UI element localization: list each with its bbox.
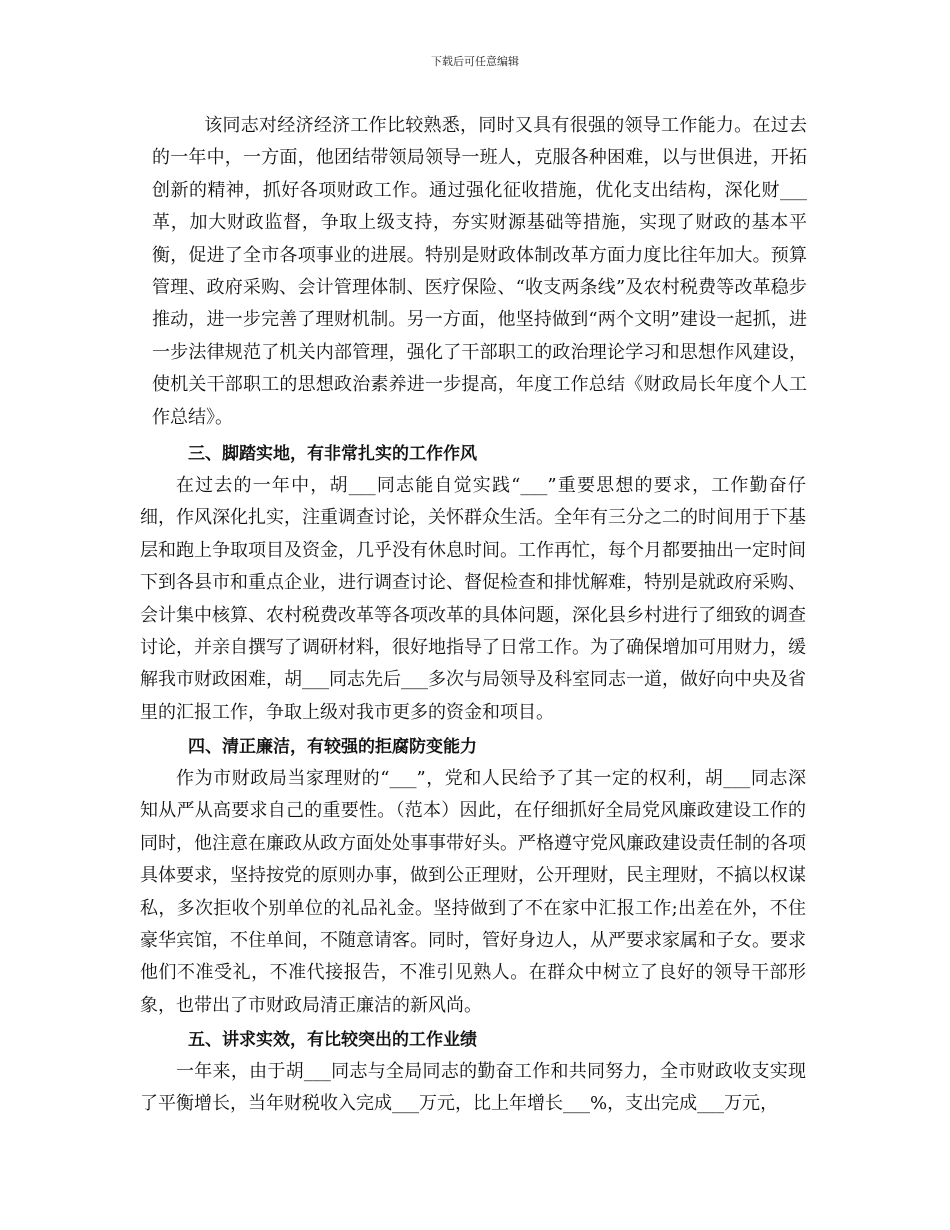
paragraph-achievements: 一年来，由于胡___同志与全局同志的勤奋工作和共同努力，全市财政收支实现了平衡增长，当年财税收入完成___万元，比上年增长___%，支出完成___万元， [140,1061,806,1115]
paragraph-work-style: 在过去的一年中，胡___同志能自觉实践“___”重要思想的要求，工作勤奋仔细，作风深化扎实，注重调查讨论，关怀群众生活。全年有三分之二的时间用于下基层和跑上争取项目及资金，几乎没有休息时间。工作再忙，每个月都要抽出一定时间下到各县市和重点企业，进行调查讨论、督促检查和排忧解难，特别是就政府采购、会计集中核算、农村税费改革等各项改革的具体问题，深化县乡村进行了细致的调查讨论，并亲自撰写了调研材料，很好地指导了日常工作。为了确保增加可用财力，缓解我市财政困难，胡___同志先后___多次与局领导及科室同志一道，做好向中央及省里的汇报工作，争取上级对我市更多的资金和项目。 [140,475,806,723]
section-heading-3: 三、脚踏实地，有非常扎实的工作作风 [188,444,477,464]
section-heading-5: 五、讲求实效，有比较突出的工作业绩 [188,1030,477,1050]
section-heading-4: 四、清正廉洁，有较强的拒腐防变能力 [188,737,477,757]
paragraph-leadership: 该同志对经济经济工作比较熟悉，同时又具有很强的领导工作能力。在过去的一年中，一方面，他团结带领局领导一班人，克服各种困难，以与世俱进，开拓创新的精神，抓好各项财政工作。通过强化征收措施，优化支出结构，深化财___革，加大财政监督，争取上级支持，夯实财源基础等措施，实现了财政的基本平衡，促进了全市各项事业的进展。特别是财政体制改革方面力度比往年加大。预算管理、政府采购、会计管理体制、医疗保险、“收支两条线”及农村税费等改革稳步推动，进一步完善了理财机制。另一方面，他坚持做到“两个文明”建设一起抓，进一步法律规范了机关内部管理，强化了干部职工的政治理论学习和思想作风建设，使机关干部职工的思想政治素养进一步提高，年度工作总结《财政局长年度个人工作总结》。 [152,115,807,428]
page-header: 下载后可任意编辑 [431,55,519,68]
paragraph-integrity: 作为市财政局当家理财的“___”，党和人民给予了其一定的权利，胡___同志深知从严从高要求自己的重要性。（范本）因此，在仔细抓好全局党风廉政建设工作的同时，他注意在廉政从政方面处处事事带好头。严格遵守党风廉政建设责任制的各项具体要求，坚持按党的原则办事，做到公正理财，公开理财，民主理财，不搞以权谋私，多次拒收个别单位的礼品礼金。坚持做到了不在家中汇报工作;出差在外，不住豪华宾馆，不住单间，不随意请客。同时，管好身边人，从严要求家属和子女。要求他们不准受礼，不准代接报告，不准引见熟人。在群众中树立了良好的领导干部形象，也带出了市财政局清正廉洁的新风尚。 [140,768,806,1016]
